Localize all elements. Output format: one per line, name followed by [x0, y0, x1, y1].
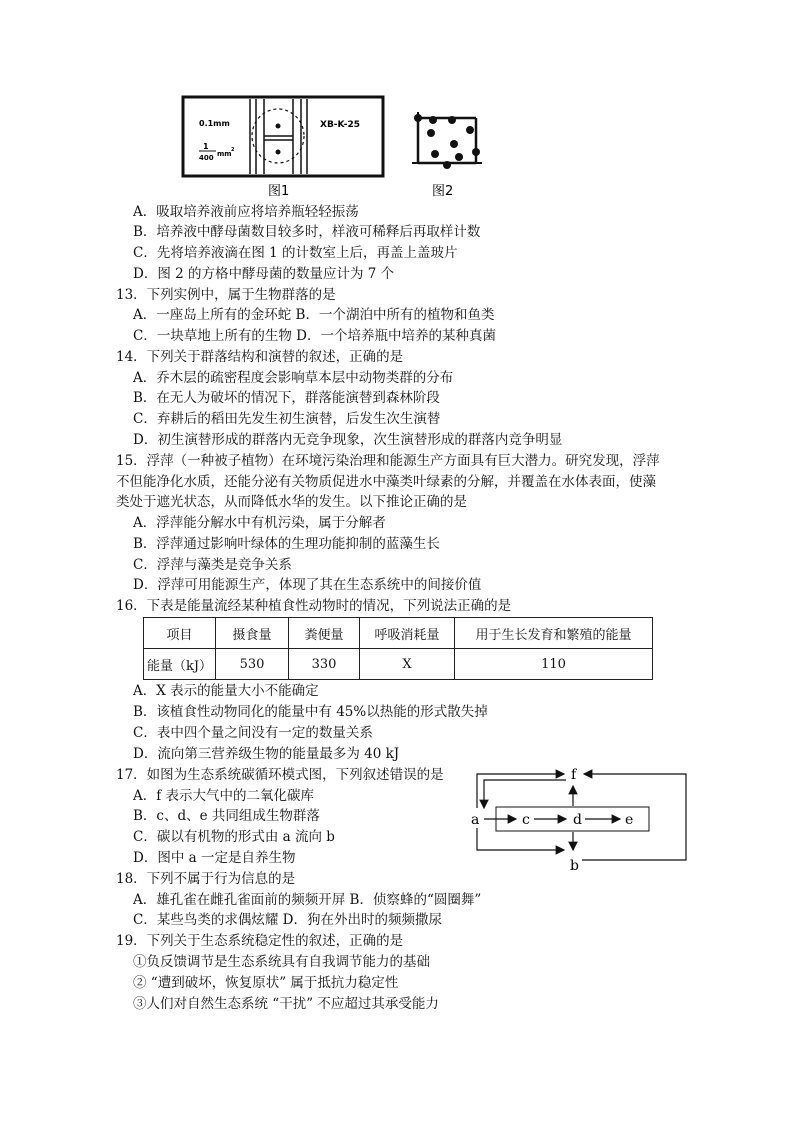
fig1-scale-unit: mm: [217, 150, 232, 158]
table-header-cell: 项目: [144, 618, 216, 649]
q15-option-c: C．浮萍与藻类是竞争关系: [133, 557, 292, 573]
fig1-scale-exp: 2: [231, 147, 235, 153]
q14-option-d: D．初生演替形成的群落内无竞争现象，次生演替形成的群落内竞争明显: [133, 432, 563, 448]
table-cell: 330: [289, 649, 360, 680]
table-header-cell: 摄食量: [216, 618, 289, 649]
q19-item-2: ② “遭到破坏，恢复原状” 属于抵抗力稳定性: [133, 975, 399, 991]
node-e: e: [625, 812, 634, 828]
q12-option-c: C．先将培养液滴在图 1 的计数室上后，再盖上盖玻片: [133, 245, 458, 261]
q19-item-1: ①负反馈调节是生态系统具有自我调节能力的基础: [133, 954, 430, 970]
q15-option-d: D．浮萍可用能源生产，体现了其在生态系统中的间接价值: [133, 577, 482, 593]
fig1-scale-top: 0.1mm: [199, 119, 230, 128]
table-header-cell: 用于生长发育和繁殖的能量: [455, 618, 653, 649]
energy-table: [143, 617, 653, 680]
node-f: f: [571, 767, 577, 783]
q13-option-cd: C．一块草地上所有的生物 D．一个培养瓶中培养的某种真菌: [133, 328, 496, 344]
q14-option-c: C．弃耕后的稻田先发生初生演替，后发生次生演替: [133, 411, 441, 427]
q19-item-3: ③人们对自然生态系统 “干扰” 不应超过其承受能力: [133, 996, 439, 1012]
q17-stem: 17．如图为生态系统碳循环模式图，下列叙述错误的是: [116, 767, 444, 783]
q16-option-b: B．该植食性动物同化的能量中有 45%以热能的形式散失掉: [133, 704, 488, 720]
q17-option-a: A．f 表示大气中的二氧化碳库: [133, 788, 315, 804]
node-c: c: [522, 812, 530, 828]
q15-stem-line-3: 类处于遮光状态，从而降低水华的发生。以下推论正确的是: [116, 494, 467, 510]
q13-stem: 13．下列实例中，属于生物群落的是: [116, 287, 336, 303]
q16-stem: 16．下表是能量流经某种植食性动物时的情况，下列说法正确的是: [116, 598, 512, 614]
fig1-scale-den: 400: [199, 154, 214, 162]
q18-stem: 18．下列不属于行为信息的是: [116, 871, 296, 887]
q18-option-ab: A．雄孔雀在雌孔雀面前的频频开屏 B．侦察蜂的“圆圈舞”: [133, 892, 482, 908]
table-cell: X: [360, 649, 455, 680]
q12-option-b: B．培养液中酵母菌数目较多时，样液可稀释后再取样计数: [133, 224, 481, 240]
q16-option-c: C．表中四个量之间没有一定的数量关系: [133, 725, 373, 741]
q16-option-d: D．流向第三营养级生物的能量最多为 40 kJ: [133, 746, 400, 762]
table-cell: 530: [216, 649, 289, 680]
q15-option-a: A．浮萍能分解水中有机污染，属于分解者: [133, 515, 386, 531]
figures-area: [0, 0, 794, 205]
q15-stem-line-1: 15．浮萍（一种被子植物）在环境污染治理和能源生产方面具有巨大潜力。研究发现，浮萍: [116, 453, 660, 469]
table-header-row: [144, 618, 653, 649]
carbon-cycle-diagram: [460, 760, 700, 875]
node-b: b: [570, 858, 579, 874]
q14-stem: 14．下列关于群落结构和演替的叙述，正确的是: [116, 349, 404, 365]
table-row: [144, 649, 653, 680]
q17-option-c: C．碳以有机物的形式由 a 流向 b: [133, 829, 335, 845]
q14-option-a: A．乔木层的疏密程度会影响草本层中动物类群的分布: [133, 370, 454, 386]
q12-option-a: A．吸取培养液前应将培养瓶轻轻振荡: [133, 204, 359, 220]
table-cell: 能量（kJ）: [144, 649, 216, 680]
q16-option-a: A．X 表示的能量大小不能确定: [133, 683, 319, 699]
node-d: d: [573, 812, 582, 828]
q17-option-d: D．图中 a 一定是自养生物: [133, 850, 296, 866]
fig1-caption: 图1: [268, 184, 290, 199]
q19-stem: 19．下列关于生态系统稳定性的叙述，正确的是: [116, 933, 404, 949]
table-header-cell: 呼吸消耗量: [360, 618, 455, 649]
q18-option-cd: C．某些鸟类的求偶炫耀 D．狗在外出时的频频撒尿: [133, 912, 442, 928]
q15-option-b: B．浮萍通过影响叶绿体的生理功能抑制的蓝藻生长: [133, 536, 440, 552]
fig1-scale-num: 1: [203, 142, 209, 151]
hemocytometer-figure: [183, 97, 383, 199]
fig1-model-label: XB-K-25: [320, 120, 360, 130]
table-header-cell: 粪便量: [289, 618, 360, 649]
q14-option-b: B．在无人为破坏的情况下，群落能演替到森林阶段: [133, 390, 440, 406]
q13-option-ab: A．一座岛上所有的金环蛇 B．一个湖泊中所有的植物和鱼类: [133, 307, 495, 323]
node-a: a: [471, 812, 480, 828]
q15-stem-line-2: 不但能净化水质，还能分泌有关物质促进水中藻类叶绿素的分解，并覆盖在水体表面，使藻: [116, 474, 656, 490]
table-cell: 110: [455, 649, 653, 680]
grid-square-figure: [412, 112, 482, 199]
fig2-caption: 图2: [432, 184, 454, 199]
q17-option-b: B．c、d、e 共同组成生物群落: [133, 808, 320, 824]
q12-option-d: D．图 2 的方格中酵母菌的数量应计为 7 个: [133, 266, 395, 282]
